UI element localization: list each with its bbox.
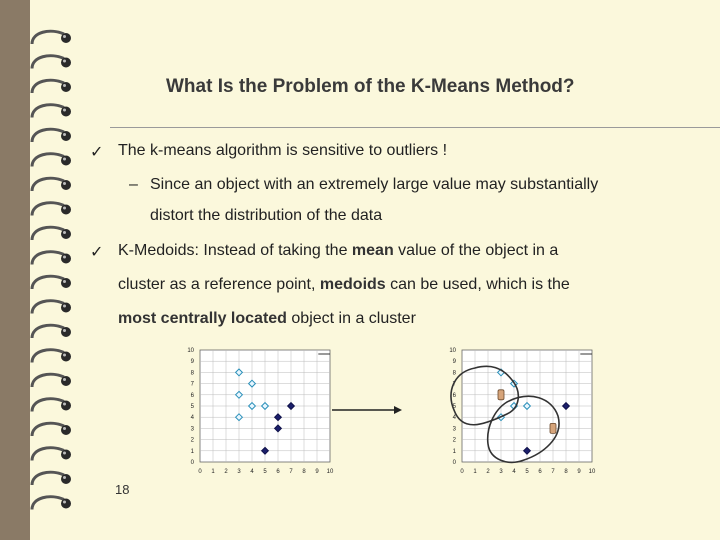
y-tick-label: 6: [452, 392, 456, 399]
x-tick-label: 10: [326, 469, 334, 475]
sub-bullet-line-1: Since an object with an extremely large value may substantially: [150, 176, 599, 193]
x-tick-label: 1: [473, 469, 477, 475]
x-tick-label: 8: [564, 469, 568, 475]
spiral-ring: [32, 105, 71, 118]
y-tick-label: 5: [190, 404, 194, 410]
spiral-ring: [32, 301, 71, 314]
title-divider: [110, 127, 720, 128]
y-tick-label: 7: [190, 381, 194, 388]
y-tick-label: 4: [190, 415, 194, 422]
page-number: 18: [115, 482, 130, 497]
x-tick-label: 0: [198, 469, 202, 475]
x-tick-label: 1: [211, 469, 215, 475]
y-tick-label: 10: [187, 348, 194, 354]
plot-before: [150, 342, 334, 477]
y-tick-label: 10: [449, 348, 456, 354]
x-tick-label: 5: [525, 469, 529, 475]
spiral-ring: [32, 154, 71, 167]
medoid-marker: [498, 390, 504, 400]
y-tick-label: 1: [190, 448, 194, 455]
spiral-ring: [32, 276, 71, 289]
sub-bullet-dash: –: [129, 176, 138, 193]
spiral-ring: [32, 203, 71, 216]
spiral-ring: [32, 252, 71, 265]
x-tick-label: 4: [250, 469, 254, 475]
x-tick-label: 8: [302, 469, 306, 475]
y-tick-label: 2: [452, 437, 456, 444]
y-tick-label: 9: [452, 359, 456, 366]
x-tick-label: 2: [224, 469, 228, 475]
x-tick-label: 7: [289, 469, 293, 475]
spiral-ring: [32, 374, 71, 387]
spiral-ring: [32, 472, 71, 485]
bullet-check-icon: ✓: [90, 244, 104, 261]
y-tick-label: 9: [190, 359, 194, 366]
y-tick-label: 8: [452, 370, 456, 377]
y-tick-label: 3: [190, 426, 194, 433]
y-tick-label: 1: [452, 448, 456, 455]
spiral-binding: [30, 0, 110, 540]
spiral-ring: [32, 448, 71, 461]
transform-arrow: [330, 400, 406, 420]
y-tick-label: 8: [190, 370, 194, 377]
bullet-2-line-2: cluster as a reference point, medoids can be used, which is the: [118, 276, 570, 293]
y-tick-label: 3: [452, 426, 456, 433]
y-tick-label: 2: [190, 437, 194, 444]
spiral-ring: [32, 497, 71, 510]
x-tick-label: 2: [486, 469, 490, 475]
x-tick-label: 9: [315, 469, 319, 475]
bullet-1-text: The k-means algorithm is sensitive to outliers !: [118, 142, 448, 159]
slide-title: What Is the Problem of the K-Means Method?: [166, 76, 575, 97]
spiral-ring: [32, 178, 71, 191]
spiral-ring: [32, 31, 71, 44]
x-tick-label: 0: [460, 469, 464, 475]
spiral-ring: [32, 129, 71, 142]
spiral-ring: [32, 350, 71, 363]
x-tick-label: 6: [276, 469, 280, 475]
y-tick-label: 4: [452, 415, 456, 422]
spiral-ring: [32, 80, 71, 93]
spiral-ring: [32, 325, 71, 338]
medoid-marker: [550, 423, 556, 433]
x-tick-label: 5: [263, 469, 267, 475]
x-tick-label: 3: [499, 469, 503, 475]
x-tick-label: 7: [551, 469, 555, 475]
spiral-ring: [32, 423, 71, 436]
y-tick-label: 6: [190, 392, 194, 399]
y-tick-label: 7: [452, 381, 456, 388]
spiral-ring: [32, 56, 71, 69]
x-tick-label: 10: [588, 469, 596, 475]
y-tick-label: 0: [452, 460, 456, 466]
slide-page: [30, 0, 720, 540]
bullet-2-line-3: most centrally located object in a cluster: [118, 310, 416, 327]
x-tick-label: 6: [538, 469, 542, 475]
y-tick-label: 0: [190, 460, 194, 466]
spiral-ring: [32, 399, 71, 412]
bullet-2-line-1: K-Medoids: Instead of taking the mean value of the object in a: [118, 242, 559, 259]
spiral-ring: [32, 227, 71, 240]
bullet-check-icon: ✓: [90, 144, 104, 161]
plot-after: [412, 342, 596, 477]
sub-bullet-line-2: distort the distribution of the data: [150, 207, 383, 224]
x-tick-label: 3: [237, 469, 241, 475]
y-tick-label: 5: [452, 404, 456, 410]
x-tick-label: 4: [512, 469, 516, 475]
x-tick-label: 9: [577, 469, 581, 475]
